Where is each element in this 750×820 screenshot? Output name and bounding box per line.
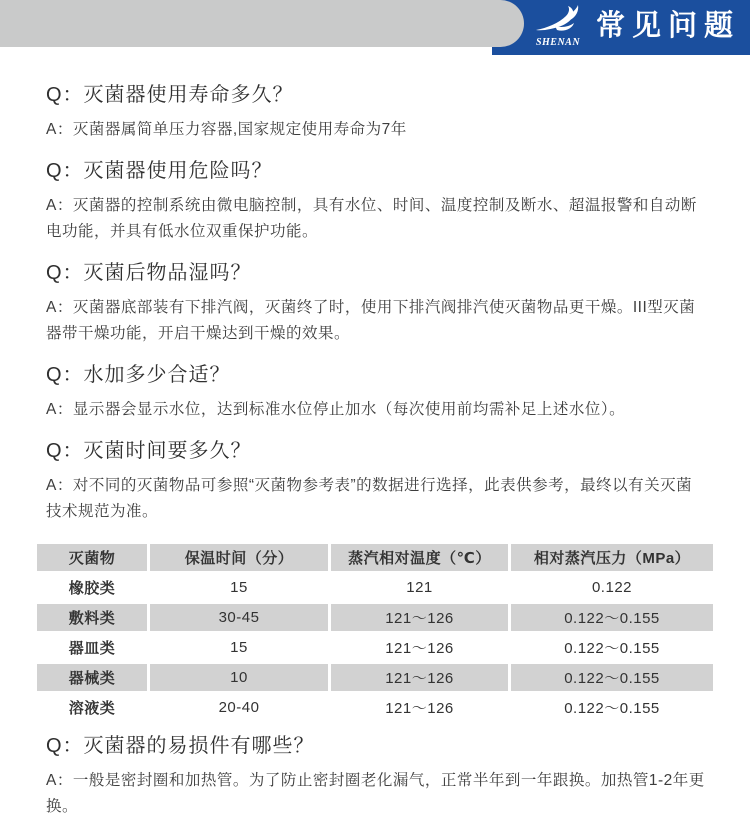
- column-header: 保温时间（分）: [150, 544, 328, 571]
- faq-item: [46, 439, 708, 525]
- column-header: 相对蒸汽压力（MPa）: [511, 544, 713, 571]
- table-row: [37, 634, 713, 661]
- column-header: 蒸汽相对温度（℃）: [331, 544, 508, 571]
- faq-item: [46, 83, 708, 143]
- faq-answer: A：显示器会显示水位，达到标准水位停止加水（每次使用前均需补足上述水位）。: [46, 401, 626, 418]
- shenan-bird-icon: [535, 4, 581, 36]
- table-cell: 15: [150, 574, 328, 601]
- table-row: [37, 694, 713, 721]
- table-cell: 0.122～0.155: [511, 694, 713, 721]
- faq-answer: A：灭菌器属简单压力容器,国家规定使用寿命为7年: [46, 121, 407, 138]
- faq-content: [0, 57, 750, 820]
- table-cell: 20-40: [150, 694, 328, 721]
- faq-question: Q：水加多少合适？: [46, 364, 231, 386]
- header-gray-bar: [0, 0, 524, 47]
- faq-answer: A：灭菌器的控制系统由微电脑控制，具有水位、时间、温度控制及断水、超温报警和自动断电功能，并具有低水位双重保护功能。: [46, 197, 697, 240]
- page-header: [0, 0, 750, 57]
- table-row: [37, 604, 713, 631]
- faq-question: Q：灭菌器使用寿命多久？: [46, 84, 294, 106]
- table-cell: 10: [150, 664, 328, 691]
- page-title: 常见问题: [596, 10, 741, 42]
- header-blue-bar: [492, 0, 750, 55]
- table-cell: 121～126: [331, 694, 508, 721]
- table-row: [37, 664, 713, 691]
- brand-name: SHENAN: [535, 37, 581, 48]
- faq-answer: A：灭菌器底部装有下排汽阀，灭菌终了时，使用下排汽阀排汽使灭菌物品更干燥。III型灭菌器带干燥功能，开启干燥达到干燥的效果。: [46, 299, 696, 342]
- faq-item: [46, 261, 708, 347]
- faq-item: [46, 363, 708, 423]
- table-cell: 溶液类: [37, 694, 147, 721]
- faq-item: [46, 734, 708, 820]
- table-cell: 121～126: [331, 604, 508, 631]
- table-cell: 30-45: [150, 604, 328, 631]
- faq-question: Q：灭菌后物品湿吗？: [46, 262, 252, 284]
- table-cell: 0.122～0.155: [511, 604, 713, 631]
- table-cell: 橡胶类: [37, 574, 147, 601]
- table-row: [37, 574, 713, 601]
- table-cell: 敷料类: [37, 604, 147, 631]
- table-cell: 器械类: [37, 664, 147, 691]
- shenan-logo: [528, 4, 588, 48]
- faq-question: Q：灭菌器使用危险吗？: [46, 160, 273, 182]
- table-cell: 器皿类: [37, 634, 147, 661]
- table-cell: 0.122: [511, 574, 713, 601]
- faq-question: Q：灭菌器的易损件有哪些？: [46, 735, 315, 757]
- table-cell: 121～126: [331, 664, 508, 691]
- table-header-row: [37, 544, 713, 571]
- table-cell: 121: [331, 574, 508, 601]
- table-cell: 15: [150, 634, 328, 661]
- table-cell: 0.122～0.155: [511, 664, 713, 691]
- sterilization-reference-table: [34, 541, 716, 724]
- table-cell: 0.122～0.155: [511, 634, 713, 661]
- faq-answer: A：一般是密封圈和加热管。为了防止密封圈老化漏气，正常半年到一年跟换。加热管1-2年更换。: [46, 772, 705, 815]
- faq-item: [46, 159, 708, 245]
- faq-question: Q：灭菌时间要多久？: [46, 440, 252, 462]
- table-cell: 121～126: [331, 634, 508, 661]
- column-header: 灭菌物: [37, 544, 147, 571]
- faq-answer: A：对不同的灭菌物品可参照“灭菌物参考表”的数据进行选择，此表供参考，最终以有关灭菌技术规范为准。: [46, 477, 693, 520]
